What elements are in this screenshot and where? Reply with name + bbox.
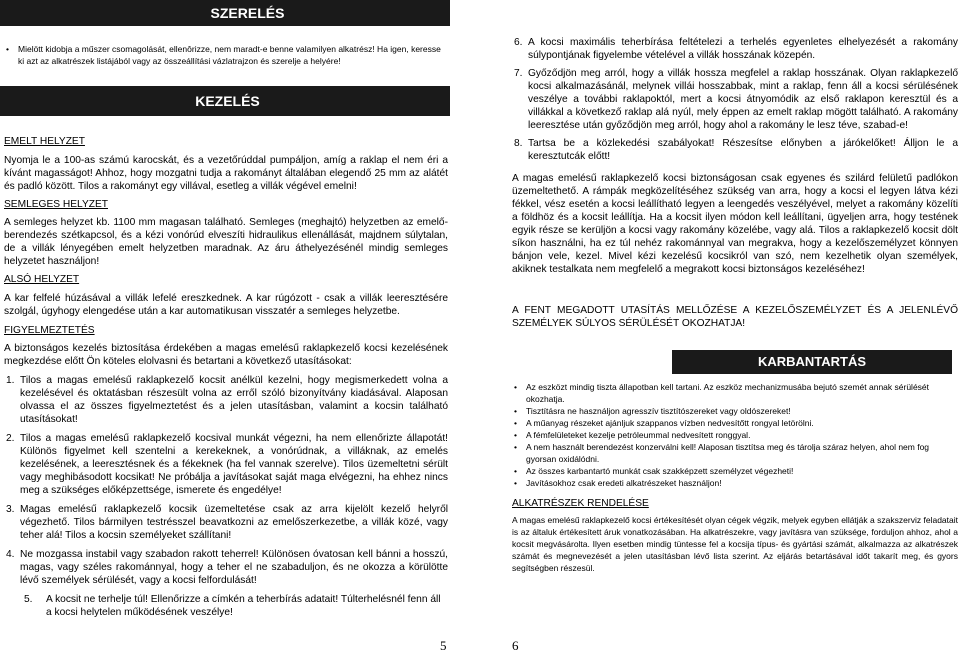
list-item-text: Tilos a magas emelésű raklapkezelő kocsival munkát végezni, ha nem ellenőrizte állapotát! Különös figyelmet kell szentelni a kerekeknek, a vonórúdnak, a villáknak, az emelés kezelésének, a leeresztésnek és a fékeknek (ha fel vannak szerelve). Tilos üzemeltetni sérült vagy meghibásodott kocsikat! Ne próbálja a javításokat saját maga elvégezni, ha ehhez nincs meg a szükséges előképzettsége, ismerete és engedélye! — [20, 433, 448, 496]
left-column-content — [4, 135, 448, 619]
heading-alkatreszek-rendelese: ALKATRÉSZEK RENDELÉSE — [512, 498, 649, 509]
semleges-text: A semleges helyzet kb. 1100 mm magasan található. Semleges (meghajtó) helyzetben az emelő-berendezés szétkapcsol, és a kézi vonórúd elveszíti hidraulikus ellenállását, majdnem súlytalan, de a villák lényegében emelt helyzetben maradnak. Az áru áthelyezésénél mindig semleges helyzetet használjon! — [4, 217, 448, 267]
list-item — [512, 67, 958, 132]
list-item-text: Győződjön meg arról, hogy a villák hossza megfelel a raklap hosszának. Olyan raklapkezelő kocsi alkalmazásánál, melynek villái hosszabbak, mint a raklap, fenn áll a kocsi sérülésének veszélye a további raklapoktól, mert a kocsi átnyomódik az első raklapon keresztül és a villákkal a következő raklap alá nyúl, mely éppen az emelt raklap mögött található. A rakomány leeresztése után győződjön meg arról, hogy ahol a rakomány le lesz téve, szabad-e! — [528, 68, 958, 131]
list-item — [4, 432, 448, 497]
right-column-top — [512, 36, 958, 330]
section-banner-karbantartas: KARBANTARTÁS — [672, 350, 952, 374]
section-banner-szereles: SZERELÉS — [0, 0, 450, 26]
maintenance-item: • Tisztításra ne használjon agresszív tisztítószereket vagy oldószereket! — [512, 405, 958, 417]
list-item — [512, 36, 958, 62]
alkatreszek-section — [512, 497, 958, 574]
list-item-number: 2. — [6, 433, 15, 444]
page-number-left: 5 — [440, 638, 447, 653]
list-item-number: 4. — [6, 549, 15, 560]
intro-block — [4, 43, 444, 67]
maintenance-item: • A nem használt berendezést konzerválni kell! Alaposan tisztítsa meg és tárolja száraz helyen, ahol nem fog gyorsan oxidálódni. — [512, 441, 958, 465]
figyelmeztetes-text: A biztonságos kezelés biztosítása érdekében a magas emelésű raklapkezelő kocsi kezelésének megkezdése előtt Ön köteles elolvasni és betartani a következő utasításokat: — [4, 343, 448, 367]
intro-bullet: • Mielött kidobja a műszer csomagolását, ellenôrizze, nem maradt-e benne valamilyen alkatrész! Ha igen, keresse ki azt az alkatrészek listájából vagy az összeállítási vázlatrajzon és szerelje a helyére! — [4, 43, 444, 67]
list-item-text: Magas emelésű raklapkezelő kocsik üzemeltetése csak az arra kijelölt kezelő helyről végezhető. Tilos bármilyen testrésszel beavatkozni az emelőszerkezetbe, a villák közé, vagy teher alá! Tilos a kocsin személyeket szállítani! — [20, 504, 448, 541]
safety-paragraph: A magas emelésű raklapkezelő kocsi biztonságosan csak egyenes és szilárd felületű padlókon üzemeltethető. A rámpák megközelítéséhez szükség van arra, hogy a kocsi el legyen látva kézi fékkel, vész esetén a kocsi leállítható legyen a leengedés veszélyével, melyet a rakomány közelíti a földhöz és a kocsit leállítja. Ha a kocsit ilyen módon kell leállítani, ügyeljen arra, hogy testének egyik része se kerüljön a kocsi vagy rakomány közelébe, vagy alá. Tilos a raklapkezelő kocsit dölt síkon használni, ha ez túl nehéz rakománnyal van megrakva, hogy a kezelőszemélyzet könnyen bánjon vele, kezel. Mivel kézi kezelésű kocsikról van szó, nem kezelhetik olyan személyek, akiknek testalkata nem megfelelő a megrakott kocsi biztonságos kezeléséhez! — [512, 173, 958, 275]
list-item-number: 1. — [6, 375, 15, 386]
section-banner-kezeles: KEZELÉS — [0, 86, 450, 116]
list-item-number: 8. — [514, 138, 523, 149]
maintenance-item: • A fémfelületeket kezelje petróleummal nedvesített ronggyal. — [512, 429, 958, 441]
list-item — [512, 137, 958, 163]
list-item-number: 5. — [24, 594, 33, 605]
list-item-text: Ne mozgassa instabil vagy szabadon rakott teherrel! Különösen óvatosan kell bánni a hosszú, magas, vagy széles rakománnyal, hogy a teher el ne szabaduljon, és ne okozza a körülötte lévő személyek sérülését, vagy a kocsi felfordulását! — [20, 549, 448, 586]
page-number-right: 6 — [512, 638, 519, 653]
alkatreszek-text: A magas emelésű raklapkezelő kocsi értékesítését olyan cégek végzik, melyek egyben ellátják a szakszerviz feladatait is az általuk értékesített áruk vonatkozásában. Ha alkatrészekre, vagy javításra van szüksége, forduljon ahhoz, ahol a kocsit megvásárolta. Ilyen esetben mindig tüntesse fel a kocsija típus- és gyártási számát, alkalmazza az alkatrészek számát és megnevezését a jelen utasításban lévő lista szerint. Az eljárás betartásával időt takarít meg, és gyors segítségben részesül. — [512, 515, 958, 573]
list-item — [4, 503, 448, 542]
heading-also-helyzet: ALSÓ HELYZET — [4, 274, 80, 285]
list-item — [4, 548, 448, 587]
list-item-text: A kocsit ne terhelje túl! Ellenőrizze a címkén a teherbírás adatait! Túlterhelésnél fenn áll a kocsi helytelen működésének veszélye! — [46, 594, 441, 618]
list-item-number: 6. — [514, 37, 523, 48]
also-text: A kar felfelé húzásával a villák lefelé ereszkednek. A kar rúgózott - csak a villák leeresztésére szolgál, úgyhogy elengedése után a kar automatikusan visszatér a semleges helyzetbe. — [4, 293, 448, 317]
emelt-text: Nyomja le a 100-as számú karocskát, és a vezetőrúddal pumpáljon, amíg a raklap el nem éri a kívánt magasságot! Ahhoz, hogy mozgatni tudja a rakományt általában elegendő 25 mm az alátét és padló között. Tilos a rakományt egy villával, esetleg a villák végével emelni! — [4, 155, 448, 192]
list-item-number: 7. — [514, 68, 523, 79]
list-item-text: Tilos a magas emelésű raklapkezelő kocsit anélkül kezelni, hogy megismerkedett volna a kezelésével és oktatásban részesült volna az erről szóló bizonyítvány kiadásával. Alaposan olvassa el az összes figyelmeztetést és a jelen utasításban, valamint a kocsin található utasításokat! — [20, 375, 448, 425]
maintenance-item: • A műanyag részeket ajánljuk szappanos vízben nedvesítőtt rongyal letörölni. — [512, 417, 958, 429]
heading-figyelmeztetes: FIGYELMEZTETÉS — [4, 325, 95, 336]
heading-emelt-helyzet: EMELT HELYZET — [4, 136, 85, 147]
list-item — [4, 593, 448, 619]
list-item-text: A kocsi maximális teherbírása feltételezi a terhelés egyenletes elhelyezését a rakomány súlypontjának figyelembe vételével a villák hosszának közepén. — [528, 37, 958, 61]
caps-warning-notice: A FENT MEGADOTT UTASÍTÁS MELLŐZÉSE A KEZELŐSZEMÉLYZET ÉS A JELENLÉVŐ SZEMÉLYEK SÚLYOS SÉRÜLÉSÉT OKOZHATJA! — [512, 305, 958, 329]
maintenance-list — [512, 381, 958, 489]
maintenance-item: • Az eszközt mindig tiszta állapotban kell tartani. Az eszköz mechanizmusába bejutó szemét annak sérülését okozhatja. — [512, 381, 958, 405]
maintenance-item: • Az összes karbantartó munkát csak szakképzett személyzet végezheti! — [512, 465, 958, 477]
list-item — [4, 374, 448, 426]
list-item-text: Tartsa be a közlekedési szabályokat! Részesítse előnyben a járókelőket! Álljon le a keresztutcák előtt! — [528, 138, 958, 162]
list-item-number: 3. — [6, 504, 15, 515]
heading-semleges-helyzet: SEMLEGES HELYZET — [4, 199, 108, 210]
maintenance-item: • Javításokhoz csak eredeti alkatrészeket használjon! — [512, 477, 958, 489]
